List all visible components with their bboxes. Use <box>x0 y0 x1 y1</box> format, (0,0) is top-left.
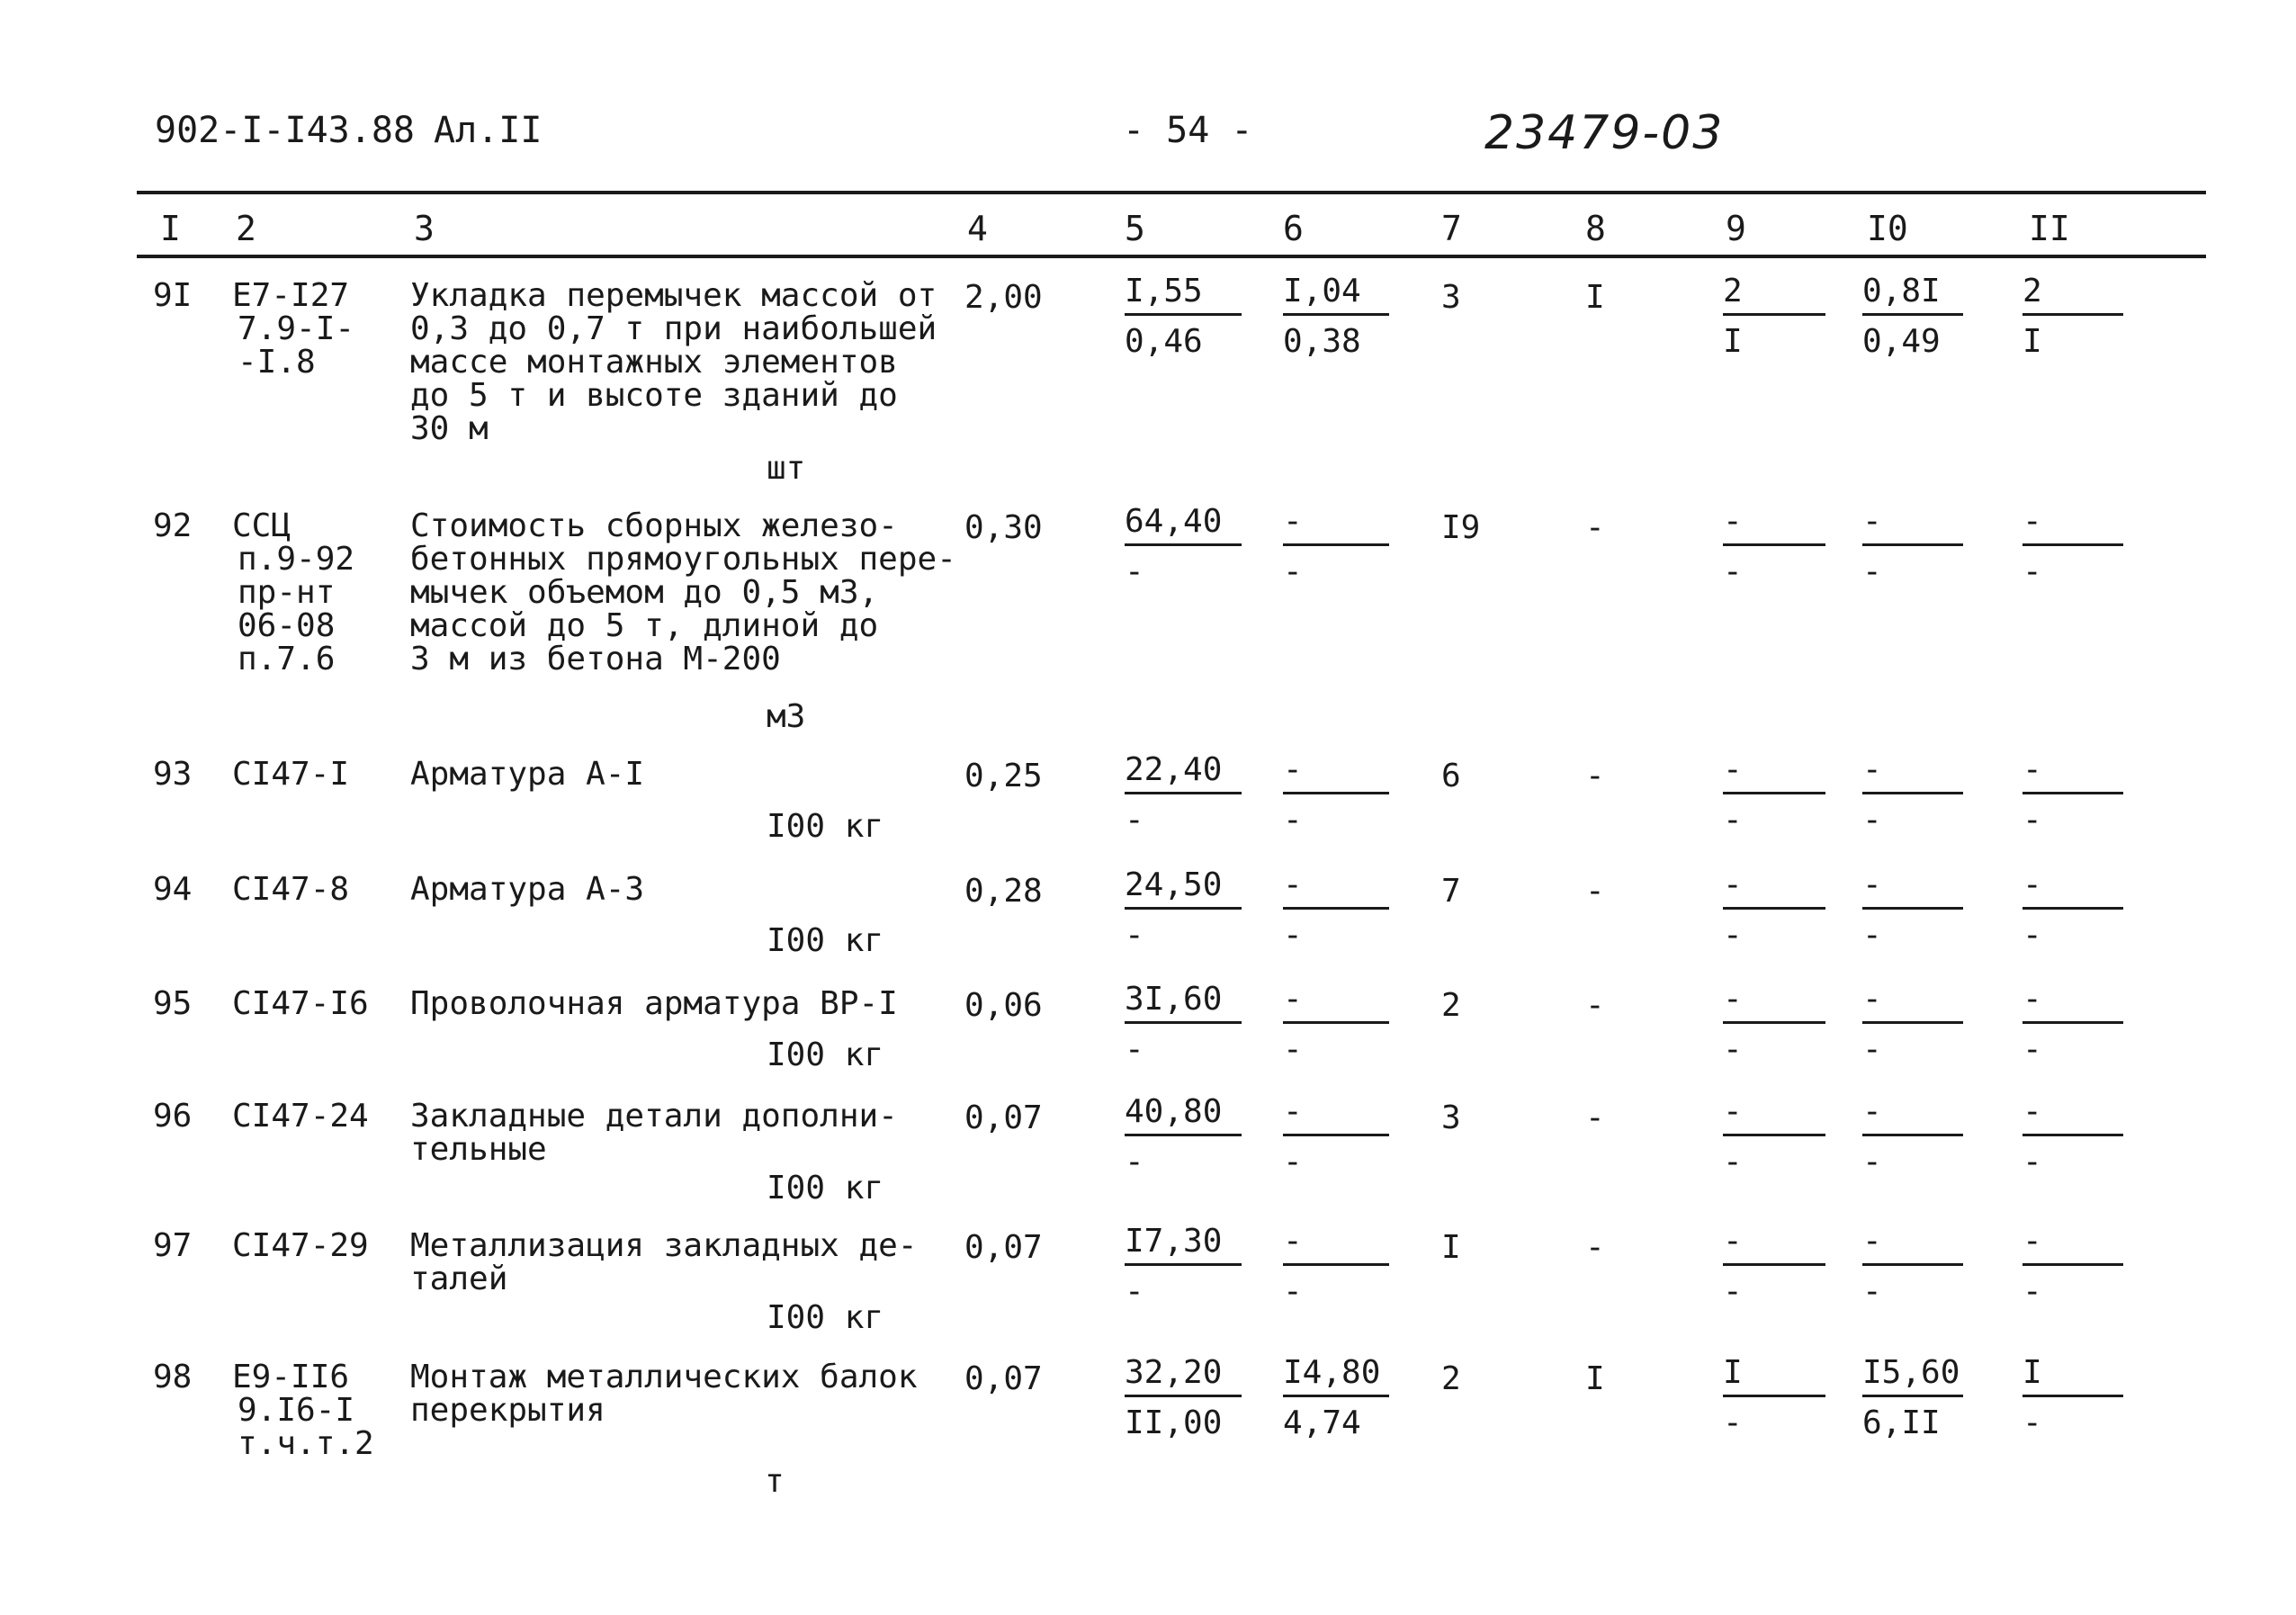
fraction-numerator: 2 <box>1723 272 1825 316</box>
fraction-denominator: - <box>1283 553 1303 590</box>
fraction-denominator: 0,46 <box>1125 323 1203 360</box>
fraction-numerator: - <box>2022 866 2123 910</box>
fraction-denominator: - <box>1125 917 1144 954</box>
row-number: 93 <box>153 756 193 793</box>
quantity-value: 0,06 <box>964 987 1043 1024</box>
fraction-denominator: - <box>1723 917 1743 954</box>
work-description-line: 30 м <box>410 410 489 447</box>
fraction-numerator: - <box>1283 1092 1389 1136</box>
column-8-value: - <box>1585 987 1605 1024</box>
work-description-line: перекрытия <box>410 1392 605 1429</box>
column-7-value: 6 <box>1441 758 1461 794</box>
fraction-numerator: I <box>2022 1353 2123 1397</box>
column-7-value: 7 <box>1441 873 1461 910</box>
column-header: 4 <box>967 209 988 248</box>
fraction-numerator: - <box>1862 980 1963 1024</box>
fraction-cell-c10 <box>1862 980 1963 1068</box>
fraction-denominator: - <box>1862 1144 1882 1180</box>
fraction-cell-c5 <box>1125 272 1242 360</box>
norm-code-line: пр-нт <box>238 574 336 611</box>
norm-code-line: ССЦ <box>232 507 291 544</box>
work-description-line: талей <box>410 1261 508 1297</box>
fraction-denominator: - <box>1125 553 1144 590</box>
norm-code-line: СI47-I <box>232 756 350 793</box>
quantity-value: 2,00 <box>964 279 1043 316</box>
fraction-denominator: - <box>1125 1144 1144 1180</box>
quantity-value: 0,07 <box>964 1099 1043 1136</box>
work-description <box>410 1360 918 1427</box>
fraction-denominator: 0,38 <box>1283 323 1361 360</box>
page-number: - 54 - <box>1123 110 1253 151</box>
fraction-cell-c6 <box>1283 750 1389 839</box>
fraction-cell-c6 <box>1283 1353 1389 1439</box>
column-header: 3 <box>414 209 435 248</box>
fraction-denominator: I <box>1723 323 1743 360</box>
fraction-numerator: - <box>1283 1222 1389 1266</box>
column-7-value: 3 <box>1441 279 1461 316</box>
fraction-numerator: 64,40 <box>1125 502 1242 546</box>
column-8-value: - <box>1585 1229 1605 1266</box>
work-description <box>410 1229 918 1296</box>
fraction-denominator: - <box>1283 1031 1303 1068</box>
row-number: 9I <box>153 277 193 314</box>
fraction-numerator: 24,50 <box>1125 866 1242 910</box>
fraction-cell-c5 <box>1125 866 1242 954</box>
fraction-cell-c10 <box>1862 1353 1963 1439</box>
norm-code-line: СI47-8 <box>232 871 350 908</box>
work-description-line: массой до 5 т, длиной до <box>410 607 879 644</box>
norm-code-line: Е9-II6 <box>232 1359 350 1395</box>
norm-code <box>232 1099 369 1133</box>
fraction-numerator: - <box>2022 750 2123 794</box>
norm-code-line: 7.9-I- <box>238 310 355 347</box>
column-7-value: 3 <box>1441 1099 1461 1136</box>
norm-code-line: 9.I6-I <box>238 1392 355 1429</box>
fraction-cell-c5 <box>1125 1353 1242 1439</box>
fraction-cell-c9 <box>1723 866 1825 954</box>
unit-of-measure: I00 кг <box>767 1299 884 1336</box>
fraction-denominator: - <box>1723 802 1743 839</box>
column-header: 9 <box>1726 209 1746 248</box>
fraction-cell-c5 <box>1125 1222 1242 1310</box>
fraction-numerator: 2 <box>2022 272 2123 316</box>
fraction-numerator: - <box>1283 750 1389 794</box>
fraction-denominator: - <box>2022 1404 2042 1441</box>
fraction-cell-c11 <box>2022 980 2123 1068</box>
fraction-numerator: - <box>1862 1092 1963 1136</box>
column-header: 5 <box>1125 209 1145 248</box>
work-description-line: бетонных прямоугольных пере- <box>410 541 956 578</box>
document-code: 902-I-I43.88 <box>155 110 415 151</box>
fraction-denominator: I <box>2022 323 2042 360</box>
fraction-denominator: - <box>1283 1144 1303 1180</box>
fraction-cell-c10 <box>1862 1222 1963 1310</box>
norm-code-line: СI47-I6 <box>232 985 369 1022</box>
fraction-cell-c10 <box>1862 750 1963 839</box>
work-description-line: Арматура А-I <box>410 756 645 793</box>
norm-code <box>232 1229 369 1262</box>
row-number: 95 <box>153 985 193 1022</box>
work-description-line: тельные <box>410 1131 547 1168</box>
column-8-value: - <box>1585 1099 1605 1136</box>
column-header: I0 <box>1867 209 1908 248</box>
work-description <box>410 509 956 676</box>
norm-code <box>232 758 349 791</box>
fraction-numerator: I4,80 <box>1283 1353 1389 1397</box>
norm-code-line: 06-08 <box>238 607 336 644</box>
fraction-denominator: - <box>1125 1031 1144 1068</box>
column-7-value: I9 <box>1441 509 1481 546</box>
column-8-value: - <box>1585 873 1605 910</box>
fraction-cell-c6 <box>1283 980 1389 1068</box>
work-description-line: до 5 т и высоте зданий до <box>410 377 898 414</box>
fraction-cell-c6 <box>1283 866 1389 954</box>
fraction-numerator: - <box>2022 1092 2123 1136</box>
fraction-numerator: - <box>1862 1222 1963 1266</box>
norm-code-line: СI47-24 <box>232 1098 369 1135</box>
norm-code-line: п.7.6 <box>238 641 336 677</box>
fraction-denominator: - <box>2022 917 2042 954</box>
work-description-line: мычек объемом до 0,5 м3, <box>410 574 879 611</box>
fraction-denominator: II,00 <box>1125 1404 1223 1441</box>
fraction-numerator: - <box>2022 502 2123 546</box>
fraction-numerator: - <box>1723 502 1825 546</box>
fraction-denominator: - <box>1283 1273 1303 1310</box>
fraction-cell-c6 <box>1283 1092 1389 1178</box>
column-8-value: I <box>1585 279 1605 316</box>
fraction-denominator: - <box>1723 1144 1743 1180</box>
fraction-denominator: - <box>1862 1273 1882 1310</box>
fraction-denominator: - <box>1125 1273 1144 1310</box>
row-number: 96 <box>153 1098 193 1135</box>
work-description-line: 3 м из бетона М-200 <box>410 641 781 677</box>
fraction-denominator: - <box>2022 1273 2042 1310</box>
norm-code-line: СI47-29 <box>232 1227 369 1264</box>
fraction-denominator: 4,74 <box>1283 1404 1361 1441</box>
work-description-line: Проволочная арматура ВР-I <box>410 985 898 1022</box>
fraction-numerator: I7,30 <box>1125 1222 1242 1266</box>
fraction-numerator: 22,40 <box>1125 750 1242 794</box>
column-header: 2 <box>236 209 256 248</box>
norm-code-line: т.ч.т.2 <box>238 1425 374 1462</box>
fraction-numerator: - <box>1723 1222 1825 1266</box>
fraction-cell-c11 <box>2022 502 2123 588</box>
fraction-denominator: - <box>2022 802 2042 839</box>
column-8-value: - <box>1585 758 1605 794</box>
column-8-value: I <box>1585 1360 1605 1397</box>
fraction-cell-c11 <box>2022 1092 2123 1178</box>
norm-code <box>232 1360 374 1460</box>
fraction-numerator: - <box>1862 750 1963 794</box>
unit-of-measure: I00 кг <box>767 1036 884 1073</box>
fraction-denominator: - <box>1283 917 1303 954</box>
fraction-numerator: - <box>1283 980 1389 1024</box>
fraction-numerator: - <box>1862 866 1963 910</box>
fraction-denominator: - <box>1862 1031 1882 1068</box>
fraction-denominator: - <box>2022 1031 2042 1068</box>
fraction-denominator: - <box>1862 917 1882 954</box>
fraction-numerator: - <box>1283 866 1389 910</box>
quantity-value: 0,28 <box>964 873 1043 910</box>
fraction-numerator: 0,8I <box>1862 272 1963 316</box>
row-number: 97 <box>153 1227 193 1264</box>
fraction-cell-c10 <box>1862 1092 1963 1178</box>
fraction-cell-c11 <box>2022 272 2123 360</box>
norm-code <box>232 873 349 906</box>
work-description-line: Металлизация закладных де- <box>410 1227 918 1264</box>
fraction-numerator: - <box>2022 1222 2123 1266</box>
fraction-numerator: - <box>1283 502 1389 546</box>
fraction-numerator: 40,80 <box>1125 1092 1242 1136</box>
unit-of-measure: I00 кг <box>767 922 884 959</box>
column-header: II <box>2029 209 2070 248</box>
work-description-line: Укладка перемычек массой от <box>410 277 937 314</box>
column-7-value: 2 <box>1441 987 1461 1024</box>
work-description-line: Закладные детали дополни- <box>410 1098 898 1135</box>
fraction-cell-c9 <box>1723 750 1825 839</box>
fraction-cell-c10 <box>1862 272 1963 360</box>
row-number: 92 <box>153 507 193 544</box>
norm-code-line: -I.8 <box>238 344 316 381</box>
norm-code-line: Е7-I27 <box>232 277 350 314</box>
column-7-value: I <box>1441 1229 1461 1266</box>
fraction-denominator: - <box>1723 553 1743 590</box>
fraction-cell-c5 <box>1125 750 1242 839</box>
fraction-numerator: 32,20 <box>1125 1353 1242 1397</box>
column-header: I <box>160 209 181 248</box>
fraction-cell-c5 <box>1125 980 1242 1068</box>
fraction-numerator: - <box>1862 502 1963 546</box>
quantity-value: 0,30 <box>964 509 1043 546</box>
fraction-cell-c10 <box>1862 502 1963 588</box>
fraction-cell-c9 <box>1723 980 1825 1068</box>
work-description <box>410 758 644 791</box>
fraction-cell-c10 <box>1862 866 1963 954</box>
fraction-cell-c11 <box>2022 866 2123 954</box>
table-header-rule <box>137 255 2206 258</box>
fraction-denominator: - <box>1125 802 1144 839</box>
fraction-cell-c9 <box>1723 1222 1825 1310</box>
fraction-numerator: 3I,60 <box>1125 980 1242 1024</box>
fraction-cell-c9 <box>1723 1092 1825 1178</box>
fraction-denominator: - <box>1723 1273 1743 1310</box>
fraction-numerator: - <box>2022 980 2123 1024</box>
fraction-denominator: - <box>1723 1404 1743 1441</box>
work-description-line: Монтаж металлических балок <box>410 1359 918 1395</box>
column-header: 8 <box>1585 209 1606 248</box>
work-description-line: Стоимость сборных железо- <box>410 507 898 544</box>
column-header: 7 <box>1441 209 1462 248</box>
quantity-value: 0,07 <box>964 1360 1043 1397</box>
work-description <box>410 987 898 1020</box>
column-8-value: - <box>1585 509 1605 546</box>
fraction-cell-c5 <box>1125 1092 1242 1178</box>
fraction-cell-c5 <box>1125 502 1242 588</box>
fraction-denominator: 0,49 <box>1862 323 1941 360</box>
column-header: 6 <box>1283 209 1304 248</box>
unit-of-measure: т <box>765 1463 785 1500</box>
fraction-numerator: I5,60 <box>1862 1353 1963 1397</box>
work-description-line: 0,3 до 0,7 т при наибольшей <box>410 310 937 347</box>
quantity-value: 0,25 <box>964 758 1043 794</box>
fraction-numerator: - <box>1723 1092 1825 1136</box>
norm-code <box>232 987 369 1020</box>
fraction-denominator: - <box>1862 553 1882 590</box>
handwritten-inventory-number: 23479-03 <box>1484 106 1725 160</box>
norm-code-line: п.9-92 <box>238 541 355 578</box>
table-top-rule <box>137 191 2206 194</box>
norm-code <box>232 279 354 379</box>
unit-of-measure: шт <box>767 450 806 487</box>
fraction-numerator: I,55 <box>1125 272 1242 316</box>
work-description <box>410 1099 898 1166</box>
fraction-cell-c11 <box>2022 1353 2123 1439</box>
fraction-denominator: - <box>2022 553 2042 590</box>
album-number: Ал.II <box>434 110 543 151</box>
fraction-cell-c11 <box>2022 750 2123 839</box>
work-description-line: массе монтажных элементов <box>410 344 898 381</box>
fraction-numerator: - <box>1723 980 1825 1024</box>
fraction-denominator: - <box>1862 802 1882 839</box>
fraction-denominator: - <box>2022 1144 2042 1180</box>
fraction-denominator: 6,II <box>1862 1404 1941 1441</box>
norm-code <box>232 509 354 676</box>
unit-of-measure: I00 кг <box>767 1170 884 1207</box>
fraction-cell-c9 <box>1723 1353 1825 1439</box>
fraction-denominator: - <box>1283 802 1303 839</box>
fraction-cell-c11 <box>2022 1222 2123 1310</box>
fraction-cell-c6 <box>1283 272 1389 360</box>
fraction-denominator: - <box>1723 1031 1743 1068</box>
row-number: 98 <box>153 1359 193 1395</box>
fraction-cell-c9 <box>1723 502 1825 588</box>
fraction-cell-c6 <box>1283 1222 1389 1310</box>
fraction-numerator: I <box>1723 1353 1825 1397</box>
quantity-value: 0,07 <box>964 1229 1043 1266</box>
row-number: 94 <box>153 871 193 908</box>
work-description <box>410 279 937 445</box>
unit-of-measure: I00 кг <box>767 808 884 845</box>
work-description <box>410 873 644 906</box>
fraction-cell-c9 <box>1723 272 1825 360</box>
fraction-numerator: - <box>1723 750 1825 794</box>
column-7-value: 2 <box>1441 1360 1461 1397</box>
unit-of-measure: м3 <box>767 698 806 735</box>
fraction-numerator: - <box>1723 866 1825 910</box>
fraction-numerator: I,04 <box>1283 272 1389 316</box>
fraction-cell-c6 <box>1283 502 1389 588</box>
work-description-line: Арматура А-3 <box>410 871 645 908</box>
